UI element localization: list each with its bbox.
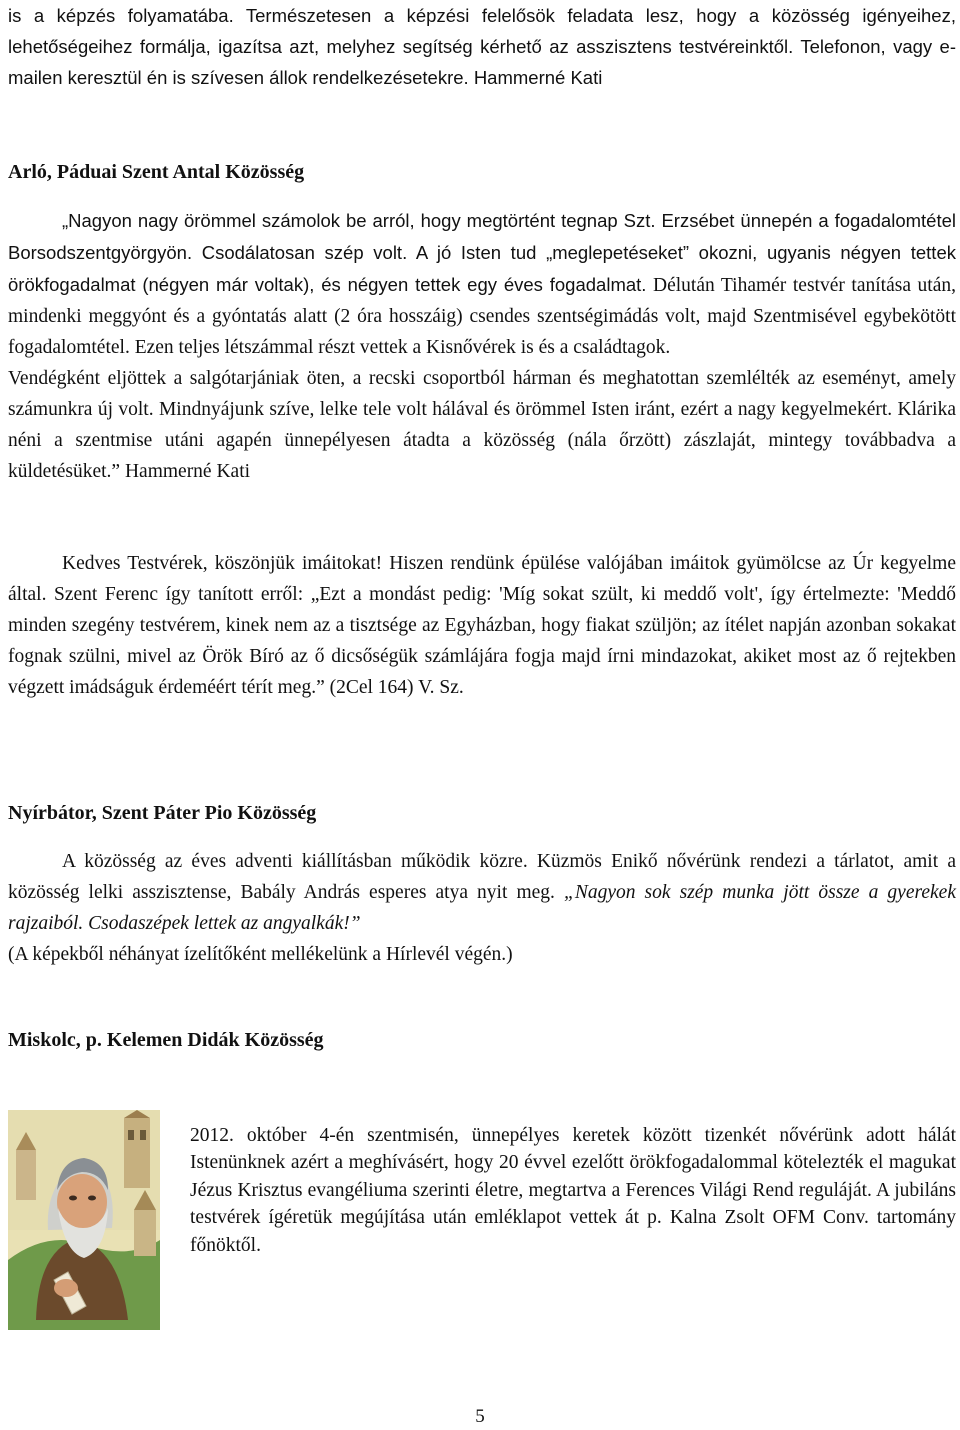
intro-text: is a képzés folyamatába. Természetesen a képzési felelősök feladata lesz, hogy a közösség igényeihez, lehetőségeihez formálja, igazítsa azt, melyhez segítség kérhető az asszisztens testvéreinktől. Telefonon, vagy e-mailen keresztül én is szívesen állok rendelkezésetekre. [8,5,956,88]
miskolc-heading: Miskolc, p. Kelemen Didák Közösség [8,1029,324,1051]
miskolc-paragraph: 2012. október 4-én szentmisén, ünnepélyes keretek között tizenkét nővérünk adott hálát Istenünknek azért a meghívásért, hogy 20 évvel ezelőtt örökfogadalommal kötelezték el magukat Jézus Krisztus evangéliuma szerinti életre, megtartva a Ferences Világi Rend reguláját. A jubiláns testvérek ígéretük megújítása után emléklapot vettek át p. Kalna Zsolt OFM Conv. tartomány főnöktől. [190,1125,956,1256]
intro-signature: Hammerné Kati [473,67,603,88]
miskolc-section [8,1025,956,1056]
saint-portrait-image [8,1110,160,1330]
arlo-section [8,157,956,188]
thanks-section [8,548,956,703]
intro-section [8,0,956,93]
arlo-paragraph-1 [8,205,956,363]
page-number: 5 [475,1406,485,1427]
nyirbator-section [8,798,956,829]
miskolc-body [190,1122,956,1259]
arlo-paragraph-2: Vendégként eljöttek a salgótarjániak öten, a recski csoportból hárman és meghatottan szemlélték az eseményt, amely számunkra új volt. Mindnyájunk szíve, lelke tele volt hálával és örömmel Isten iránt, ezért a nagy kegyelmekért. Klárika néni a szentmise utáni agapén ünnepélyesen átadta a közösség (nála őrzött) zászlaját, mintegy továbbadva a küldetésüket.” Hammerné Kati [8,368,956,482]
intro-paragraph [8,0,956,93]
nyirbator-paragraph [8,846,956,939]
arlo-heading: Arló, Páduai Szent Antal Közösség [8,161,305,183]
nyirbator-quote: „Nagyon sok szép munka jött össze a gyerekek rajzaiból. Csodaszépek lettek az angyalkák!” [8,882,956,934]
nyirbator-body [8,846,956,970]
nyirbator-heading: Nyírbátor, Szent Páter Pio Közösség [8,802,317,824]
arlo-body [8,205,956,487]
nyirbator-note: (A képekből néhányat ízelítőként mellékelünk a Hírlevél végén.) [8,944,513,965]
arlo-quote-sans: „Nagyon nagy örömmel számolok be arról, hogy megtörtént tegnap Szt. Erzsébet ünnepén a fogadalomtétel Borsodszentgyörgyön. Csodálatosan szép volt. A jó Isten tud „meglepetéseket” okozni, ugyanis négyen tettek örökfogadalmat (négyen már voltak), és négyen tettek egy éves fogadalmat. [8,210,956,295]
nyirbator-text: A közösség az éves adventi kiállításban működik közre. Küzmös Enikő nővérünk rendezi a tárlatot, amit a közösség lelki asszisztense, Babály András esperes atya nyit meg. [8,851,956,903]
arlo-quote-serif: Délután Tihamér testvér tanítása után, mindenki meggyónt és a gyóntatás alatt (2 óra hosszáig) csendes szentségimádás volt, majd Szentmisével egybekötött fogadalomtétel. Ezen teljes létszámmal részt vettek a Kisnővérek is és a családtagok. [8,275,956,358]
thanks-paragraph: Kedves Testvérek, köszönjük imáitokat! Hiszen rendünk épülése valójában imáitok gyümölcse az Úr kegyelme által. Szent Ferenc így tanított erről: „Ezt a mondást pedig: 'Míg sokat szült, ki meddő volt', így értelmezte: 'Meddő minden szegény testvérem, kinek nem az a tisztsége az Egyházban, hogy fiakat szüljön; az ítélet napján azonban sokakat fognak szülni, mivel az Örök Bíró az ő dicsőségük számlájára fogja majd írni mindazokat, akiket most az ő rejtekben végzett imádságuk érdeméért térít meg.” (2Cel 164) V. Sz. [8,553,956,698]
